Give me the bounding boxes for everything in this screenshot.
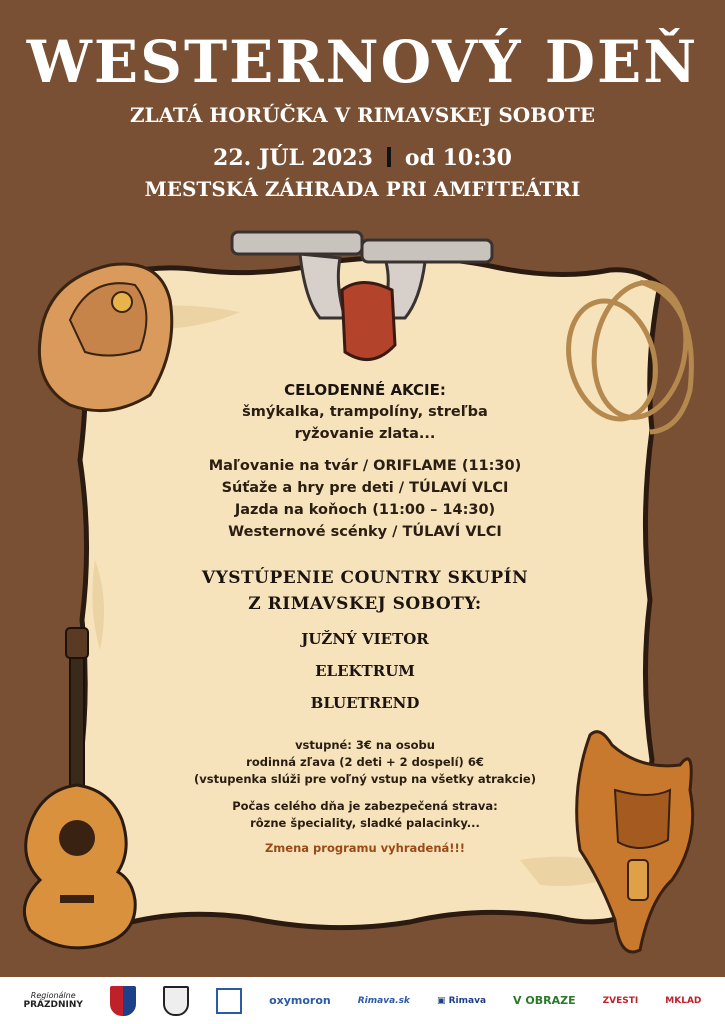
mklad-logo: MKLAD — [665, 995, 702, 1006]
activity-partner: TÚLAVÍ VLCI — [409, 480, 509, 496]
logo-text: PRÁZDNINY — [23, 1000, 83, 1010]
city-office-logo-icon — [216, 988, 242, 1014]
oxymoron-logo: oxymoron — [269, 994, 331, 1007]
sponsor-footer — [0, 977, 725, 1024]
event-date: 22. JÚL 2023 — [213, 145, 373, 171]
activity-item — [160, 455, 570, 477]
activities-line: ryžovanie zlata... — [294, 426, 436, 442]
v-obraze-logo: V OBRAZE — [513, 994, 576, 1007]
region-coat-of-arms-icon — [163, 986, 189, 1016]
band-name: JUŽNÝ VIETOR — [301, 630, 429, 648]
food-line: rôzne špeciality, sladké palacinky... — [250, 816, 480, 830]
activity-item — [160, 521, 570, 543]
tv-rimava-logo — [437, 996, 486, 1006]
cowboy-hat-icon — [39, 264, 171, 411]
bands-heading: Z RIMAVSKEJ SOBOTY: — [248, 594, 482, 614]
food-line: Počas celého dňa je zabezpečená strava: — [232, 799, 498, 813]
activity-time: (11:30) — [456, 458, 522, 474]
price-line: (vstupenka slúži pre voľný vstup na všetky atrakcie) — [194, 772, 536, 786]
activity-partner: TÚLAVÍ VLCI — [402, 524, 502, 540]
activity-text: Maľovanie na tvár / — [208, 458, 374, 474]
program-change-notice: Zmena programu vyhradená!!! — [264, 841, 466, 855]
event-venue: MESTSKÁ ZÁHRADA PRI AMFITEÁTRI — [144, 177, 581, 201]
page-subtitle: ZLATÁ HORÚČKA V RIMAVSKEJ SOBOTE — [129, 103, 596, 127]
bands-heading: VYSTÚPENIE COUNTRY SKUPÍN — [201, 568, 529, 588]
price-line: vstupné: 3€ na osobu — [295, 738, 435, 752]
activity-text: Jazda na koňoch (11:00 – 14:30) — [234, 502, 496, 518]
band-name: ELEKTRUM — [315, 662, 415, 680]
activities-line: šmýkalka, trampolíny, streľba — [242, 404, 488, 420]
logo-text: Rimava — [448, 995, 487, 1006]
event-time: od 10:30 — [404, 145, 512, 171]
tv-icon: ▣ — [436, 995, 446, 1006]
regional-holidays-logo — [24, 991, 83, 1010]
activity-partner: ORIFLAME — [373, 458, 457, 474]
activities-heading: CELODENNÉ AKCIE: — [284, 381, 446, 399]
rimava-sk-logo: Rimava.sk — [357, 995, 410, 1006]
page-title: WESTERNOVÝ DEŇ — [26, 28, 699, 96]
logo-text: Regionálne — [30, 991, 76, 1000]
program-content — [160, 380, 570, 857]
activity-text: Súťaže a hry pre deti / — [221, 480, 410, 496]
city-coat-of-arms-icon — [110, 986, 136, 1016]
activity-item — [160, 477, 570, 499]
activity-item — [160, 499, 570, 521]
price-line: rodinná zľava (2 deti + 2 dospelí) 6€ — [246, 755, 484, 769]
band-name: BLUETREND — [310, 694, 420, 712]
activity-text: Westernové scénky / — [228, 524, 403, 540]
zvesti-logo: ZVESTI — [602, 995, 639, 1006]
